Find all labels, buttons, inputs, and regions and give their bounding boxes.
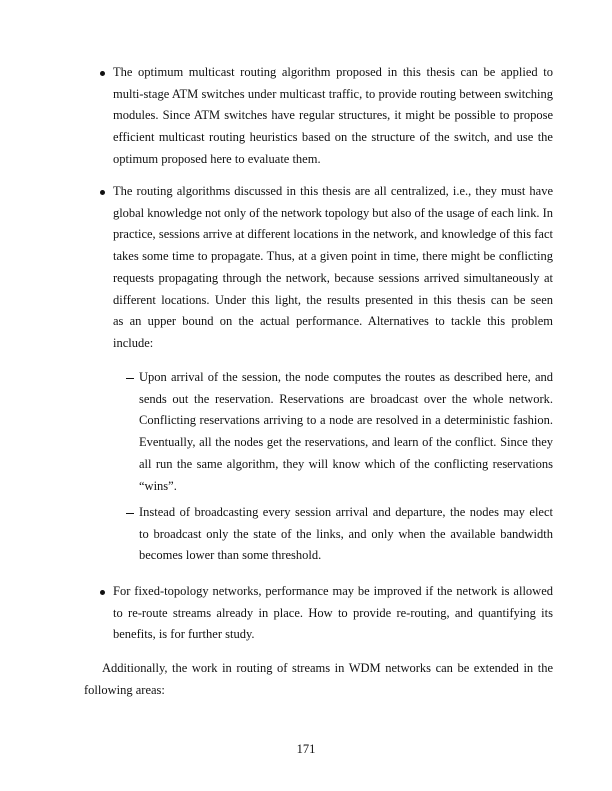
text-line: include: (113, 335, 154, 350)
text-line: takes some time to propagate. Thus, at a given point in time, there might be conflicting (113, 249, 553, 264)
text-line: Eventually, all the nodes get the reservations, and learn of the conflict. Since they (139, 435, 553, 450)
text-line: to re-route streams already in place. How to provide re-routing, and quantifying its (113, 605, 553, 620)
text-line: Instead of broadcasting every session arrival and departure, the nodes may elect (139, 505, 553, 519)
text-line: practice, sessions arrive at different locations in the network, and knowledge of this fact (113, 227, 553, 242)
text-line: “wins”. (139, 478, 177, 493)
bullet-icon (100, 71, 105, 76)
text-line: For fixed-topology networks, performance may be improved if the network is allowed (113, 584, 553, 598)
text-line: multi-stage ATM switches under multicast traffic, to provide routing between switching (113, 86, 553, 101)
text-line: different locations. Under this light, the results presented in this thesis can be seen (113, 292, 553, 307)
bullet-icon (100, 590, 105, 595)
text-line: requests propagating through the network, because sessions arrived simultaneously at (113, 270, 553, 285)
text-line: to broadcast only the state of the links, and only when the available bandwidth (139, 526, 553, 541)
text-line: global knowledge not only of the network topology but also of the usage of each link. In (113, 205, 553, 220)
text-line: all run the same algorithm, they will know which of the conflicting reservations (139, 456, 553, 471)
text-line: efficient multicast routing heuristics based on the structure of the switch, and use the (113, 130, 553, 145)
text-line: Upon arrival of the session, the node computes the routes as described here, and (139, 370, 553, 384)
text-line: following areas: (84, 682, 165, 697)
bullet-icon (100, 190, 105, 195)
dash-icon (126, 513, 134, 514)
dash-icon (126, 378, 134, 379)
text-line: sends out the reservation. Reservations are broadcast over the whole network. (139, 391, 553, 406)
text-line: Conflicting reservations arriving to a node are resolved in a deterministic fashion. (139, 413, 553, 428)
text-line: benefits, is for further study. (113, 627, 255, 642)
text-line: Additionally, the work in routing of streams in WDM networks can be extended in the (102, 661, 553, 675)
text-line: becomes lower than some threshold. (139, 548, 322, 563)
page-number: 171 (296, 742, 316, 756)
text-line: optimum proposed here to evaluate them. (113, 151, 321, 166)
text-line: modules. Since ATM switches have regular structures, it might be possible to propose (113, 108, 553, 123)
text-line: The routing algorithms discussed in this thesis are all centralized, i.e., they must have (113, 184, 553, 198)
text-line: The optimum multicast routing algorithm proposed in this thesis can be applied to (113, 65, 553, 79)
text-line: as an upper bound on the actual performance. Alternatives to tackle this problem (113, 314, 553, 329)
